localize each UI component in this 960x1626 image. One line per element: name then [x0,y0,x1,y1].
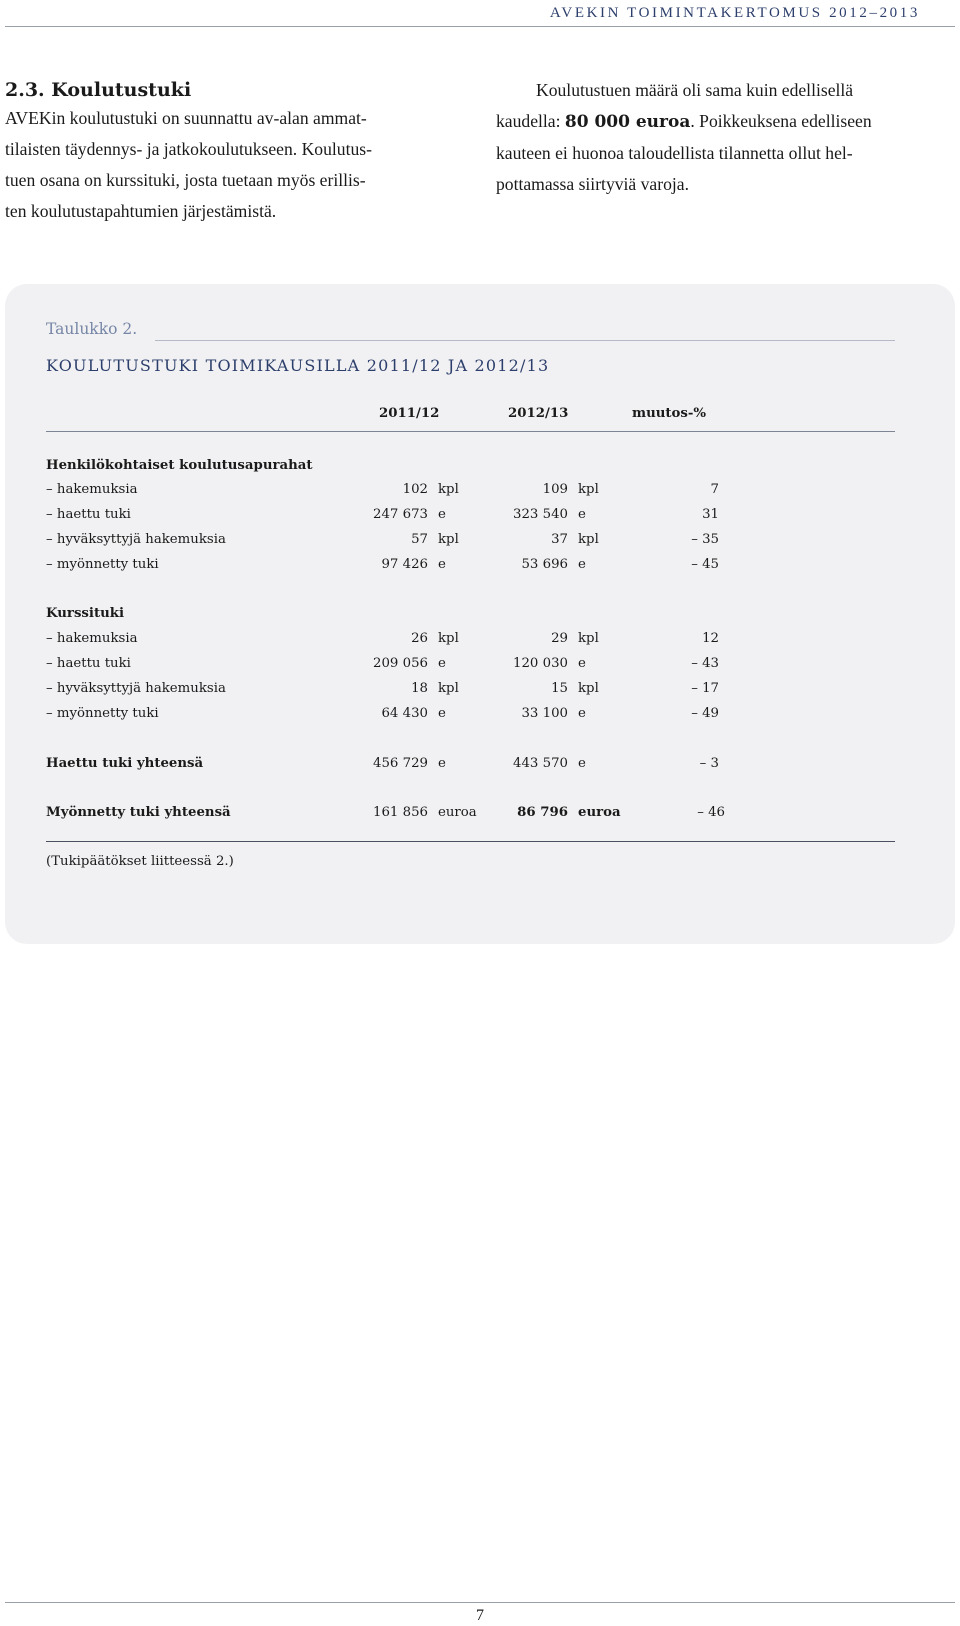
row-label: – hyväksyttyjä hakemuksia [46,532,226,547]
value-2012: 37 [551,532,568,547]
value-2011: 97 426 [381,557,428,572]
unit-2011: e [438,507,446,522]
value-2012: 15 [551,681,568,696]
paragraph-line [496,106,872,138]
total-unit-2012: euroa [578,805,621,820]
change-percent: 12 [702,631,719,646]
row-label: – hakemuksia [46,631,138,646]
footer-rule [5,1602,955,1603]
total-unit-2012: e [578,756,586,771]
unit-2011: kpl [438,482,459,497]
unit-2012: kpl [578,482,599,497]
value-2012: 33 100 [521,706,568,721]
header-rule [5,26,955,27]
budget-amount: 80 000 euroa [564,112,691,132]
total-value-2011: 161 856 [373,805,428,820]
unit-2012: kpl [578,532,599,547]
change-percent: – 45 [691,557,719,572]
value-2011: 26 [411,631,428,646]
group-title: Henkilökohtaiset koulutusapurahat [46,458,313,473]
change-percent: 7 [710,482,719,497]
table-title: KOULUTUSTUKI TOIMIKAUSILLA 2011/12 JA 2012/13 [46,356,550,375]
unit-2011: e [438,557,446,572]
row-label: – myönnetty tuki [46,557,159,572]
table-note: (Tukipäätökset liitteessä 2.) [46,854,234,869]
table-bottom-rule [46,841,895,842]
unit-2011: e [438,656,446,671]
row-label: – myönnetty tuki [46,706,159,721]
left-paragraph [5,103,372,227]
row-label: – haettu tuki [46,656,131,671]
value-2012: 109 [542,482,568,497]
total-value-2012: 86 796 [517,805,568,820]
group-title: Kurssituki [46,606,125,621]
value-2012: 120 030 [513,656,568,671]
paragraph-line: pottamassa siirtyviä varoja. [496,174,689,194]
unit-2011: kpl [438,681,459,696]
unit-2012: kpl [578,681,599,696]
change-percent: – 17 [691,681,719,696]
change-percent: 31 [702,507,719,522]
total-label: Haettu tuki yhteensä [46,756,204,771]
total-change-percent: – 46 [697,805,725,820]
paragraph-line: ten koulutustapahtumien järjestämistä. [5,201,277,221]
unit-2012: e [578,557,586,572]
column-header-change: muutos-% [632,406,707,421]
unit-2012: e [578,656,586,671]
value-2012: 323 540 [513,507,568,522]
change-percent: – 43 [691,656,719,671]
paragraph-line: tuen osana on kurssituki, josta tuetaan myös erillis- [5,170,366,190]
value-2011: 209 056 [373,656,428,671]
paragraph-line: AVEKin koulutustuki on suunnattu av-alan ammat- [5,108,367,128]
value-2011: 102 [402,482,428,497]
section-heading: 2.3. Koulutustuki [5,79,192,101]
value-2011: 64 430 [381,706,428,721]
paragraph-text: . Poikkeuksena edelliseen [690,111,872,131]
paragraph-line: kauteen ei huonoa taloudellista tilannetta ollut hel- [496,143,853,163]
table-panel [5,284,955,944]
right-paragraph [496,75,872,200]
value-2012: 53 696 [521,557,568,572]
column-header-2011: 2011/12 [379,406,440,421]
page-number: 7 [476,1607,484,1624]
total-value-2012: 443 570 [513,756,568,771]
row-label: – haettu tuki [46,507,131,522]
total-value-2011: 456 729 [373,756,428,771]
total-label: Myönnetty tuki yhteensä [46,805,231,820]
paragraph-line: Koulutustuen määrä oli sama kuin edellisellä [536,80,854,100]
table-number-rule [155,340,895,341]
column-header-2012: 2012/13 [508,406,569,421]
running-header: AVEKIN TOIMINTAKERTOMUS 2012–2013 [549,5,920,21]
total-change-percent: – 3 [699,756,719,771]
unit-2012: e [578,706,586,721]
value-2012: 29 [551,631,568,646]
total-unit-2011: e [438,756,446,771]
column-header-rule [46,431,895,432]
value-2011: 57 [411,532,428,547]
total-unit-2011: euroa [438,805,477,820]
value-2011: 18 [411,681,428,696]
table-number: Taulukko 2. [46,320,138,338]
row-label: – hakemuksia [46,482,138,497]
unit-2012: kpl [578,631,599,646]
unit-2011: e [438,706,446,721]
row-label: – hyväksyttyjä hakemuksia [46,681,226,696]
change-percent: – 35 [691,532,719,547]
value-2011: 247 673 [373,507,428,522]
unit-2012: e [578,507,586,522]
change-percent: – 49 [691,706,719,721]
paragraph-text: kaudella: [496,111,565,131]
unit-2011: kpl [438,532,459,547]
unit-2011: kpl [438,631,459,646]
paragraph-line: tilaisten täydennys- ja jatkokoulutukseen. Koulutus- [5,139,372,159]
